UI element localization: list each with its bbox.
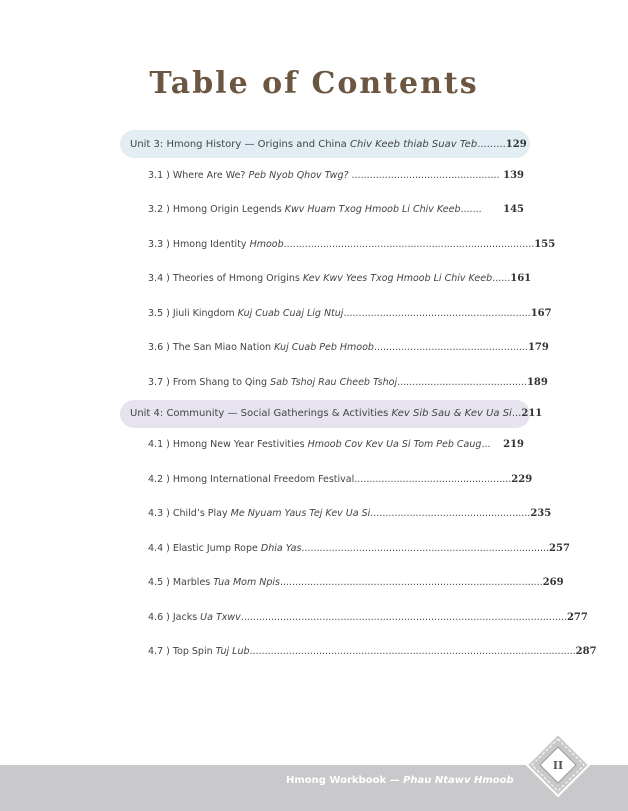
- entry-label: 4.1 ) Hmong New Year Festivities: [148, 439, 308, 451]
- entry-label: 4.7 ) Top Spin: [148, 646, 216, 658]
- dot-leader: ...: [481, 439, 491, 451]
- toc-entry-4-4[interactable]: [120, 531, 570, 566]
- entry-page-number: 219: [503, 439, 524, 451]
- entry-label-hmong: Dhia Yas: [260, 542, 302, 554]
- entry-page-number: 269: [542, 577, 564, 589]
- dot-leader: .....................................................: [370, 508, 531, 520]
- entry-label: 4.5 ) Marbles: [148, 577, 214, 589]
- entry-label: 4.2 ) Hmong International Freedom Festival: [148, 473, 355, 485]
- dot-leader: ..................................................................................: [301, 542, 550, 554]
- toc-entry-3-3[interactable]: [120, 227, 556, 262]
- entry-label-hmong: Hmoob Cov Kev Ua Si Tom Peb Caug: [307, 439, 482, 451]
- toc-entry-4-5[interactable]: [120, 566, 564, 601]
- unit-4-title: [130, 408, 521, 419]
- entry-label-hmong: Kwv Huam Txog Hmoob Li Chiv Keeb: [284, 204, 461, 216]
- entry-label-hmong: Kuj Cuab Peb Hmoob: [274, 342, 374, 354]
- entry-label-hmong: Peb Nyob Qhov Twg?: [248, 169, 349, 181]
- footer-title: [286, 775, 514, 786]
- dot-leader: ...........................................: [397, 376, 527, 388]
- toc-entry-4-6[interactable]: [120, 600, 588, 635]
- dot-leader: .......: [460, 204, 482, 216]
- entry-page-number: 145: [503, 204, 524, 216]
- toc-entry-4-2[interactable]: [120, 462, 533, 497]
- entry-label: 3.3 ) Hmong Identity: [148, 238, 250, 250]
- unit-3-heading[interactable]: [120, 130, 530, 158]
- toc-entry-4-3[interactable]: [120, 497, 552, 532]
- dot-leader: .................................................: [348, 169, 500, 181]
- toc-entry-4-7[interactable]: [120, 635, 597, 670]
- entry-label: 3.1 ) Where Are We?: [148, 169, 249, 181]
- entry-label: 3.6 ) The San Miao Nation: [148, 342, 275, 354]
- entry-label-hmong: Ua Txwv: [200, 611, 241, 623]
- dot-leader: .........: [477, 138, 506, 150]
- entry-page-number: 287: [575, 646, 597, 658]
- entry-page-number: 257: [549, 542, 570, 554]
- dot-leader: ............................................................................................................: [249, 646, 576, 658]
- unit-3-label: Unit 3: Hmong History — Origins and China: [130, 138, 350, 150]
- entry-label-hmong: Kev Kwv Yees Txog Hmoob Li Chiv Keeb: [302, 273, 493, 285]
- unit-3-title: [130, 139, 506, 150]
- entry-label-hmong: Me Nyuam Yaus Tej Kev Ua Si: [230, 508, 371, 520]
- unit-3-page-number: 129: [505, 138, 527, 150]
- entry-label: 3.5 ) Jiuli Kingdom: [148, 307, 238, 319]
- entry-page-number: 167: [530, 307, 552, 319]
- table-of-contents: [120, 130, 597, 669]
- unit-4-label-hmong: Kev Sib Sau & Kev Ua Si: [391, 408, 512, 419]
- page-number-emblem: [526, 733, 590, 797]
- dot-leader: ..............................................................: [343, 307, 531, 319]
- toc-entry-3-2[interactable]: [120, 193, 530, 228]
- entry-page-number: 189: [526, 376, 548, 388]
- dot-leader: ...................................................................................: [283, 238, 535, 250]
- entry-label: 4.4 ) Elastic Jump Rope: [148, 542, 261, 554]
- entry-label: 4.6 ) Jacks: [148, 611, 201, 623]
- toc-entry-3-4[interactable]: [120, 262, 530, 297]
- unit-4-heading[interactable]: [120, 400, 543, 428]
- page-numeral: II: [552, 759, 564, 772]
- entry-label-hmong: Hmoob: [249, 238, 284, 250]
- entry-label-hmong: Tuj Lub: [215, 646, 250, 658]
- toc-entry-4-1[interactable]: [120, 428, 530, 463]
- toc-entry-3-1[interactable]: [120, 158, 530, 193]
- page-title: Table of Contents: [149, 66, 479, 101]
- footer-label: Hmong Workbook —: [286, 775, 404, 786]
- entry-page-number: 155: [534, 238, 556, 250]
- footer-label-hmong: Phau Ntawv Hmoob: [403, 775, 514, 786]
- entry-label: 4.3 ) Child’s Play: [148, 508, 231, 520]
- entry-page-number: 229: [511, 473, 533, 485]
- dot-leader: .......................................................................................: [279, 577, 543, 589]
- dot-leader: ...: [511, 408, 522, 419]
- entry-page-number: 277: [566, 611, 588, 623]
- unit-4-label: Unit 4: Community — Social Gatherings & Activities: [130, 408, 392, 419]
- toc-entry-3-7[interactable]: [120, 365, 548, 400]
- entry-label: 3.2 ) Hmong Origin Legends: [148, 204, 285, 216]
- entry-label: 3.4 ) Theories of Hmong Origins: [148, 273, 303, 285]
- dot-leader: ....................................................: [354, 473, 512, 485]
- dot-leader: ......: [492, 273, 511, 285]
- entry-page-number: 139: [503, 169, 524, 181]
- entry-page-number: 179: [527, 342, 549, 354]
- dot-leader: ............................................................................................................: [240, 611, 567, 623]
- unit-4-page-number: 211: [521, 408, 543, 419]
- toc-entry-3-5[interactable]: [120, 296, 552, 331]
- unit-3-label-hmong: Chiv Keeb thiab Suav Teb: [349, 138, 478, 150]
- entry-label-hmong: Kuj Cuab Cuaj Lig Ntuj: [237, 307, 344, 319]
- entry-label-hmong: Tua Mom Npis: [213, 577, 280, 589]
- entry-page-number: 235: [530, 508, 552, 520]
- entry-label-hmong: Sab Tshoj Rau Cheeb Tshoj: [270, 376, 398, 388]
- dot-leader: ...................................................: [373, 342, 528, 354]
- entry-label: 3.7 ) From Shang to Qing: [148, 376, 271, 388]
- toc-entry-3-6[interactable]: [120, 331, 549, 366]
- entry-page-number: 161: [510, 273, 532, 285]
